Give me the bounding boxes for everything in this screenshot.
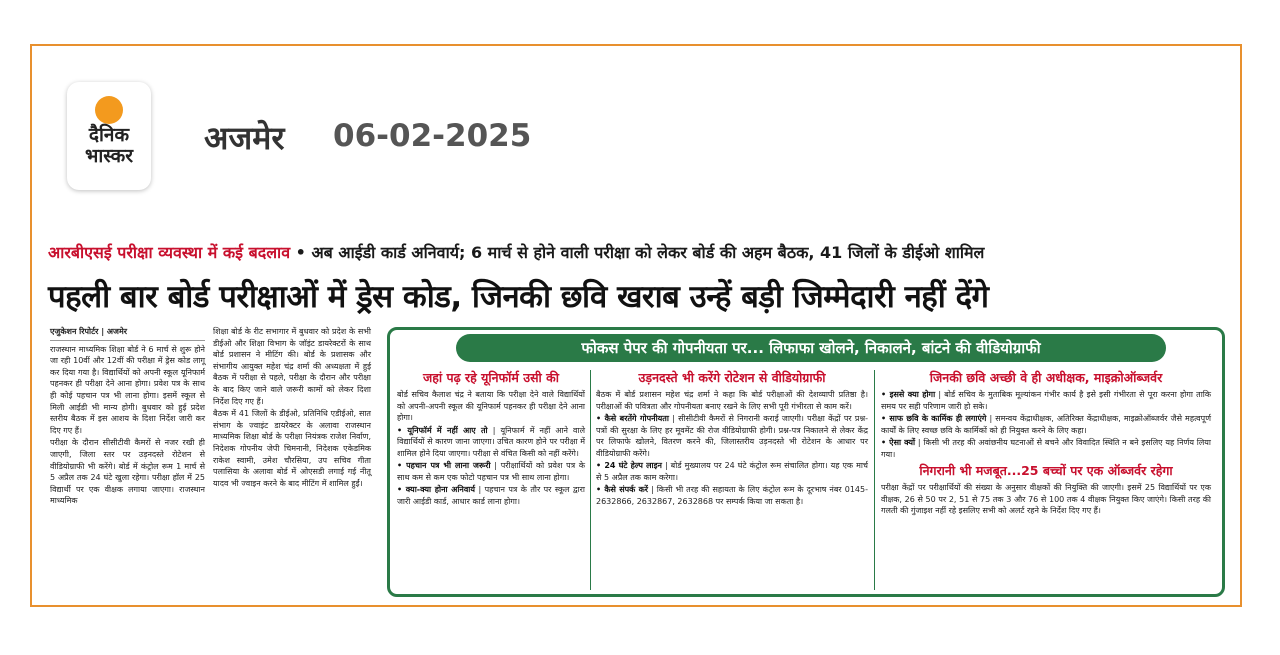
paragraph — [596, 413, 868, 459]
section-heading: उड़नदस्ते भी करेंगे रोटेशन से वीडियोग्राफी — [638, 370, 826, 385]
strap-kicker: आरबीएसई परीक्षा व्यवस्था में कई बदलाव — [48, 243, 291, 262]
bullet-text: | सीसीटीवी कैमरों से निगरानी कराई जाएगी। परीक्षा केंद्रों पर प्रश्न-पत्रों की सुरक्षा के लिए हर मूवमेंट की रोज वीडियोग्राफी होगी। प्रश्न-पत्र निकालने से लेकर केंद्र पर लिफाफे खोलने, वितरण करने की, जिलास्तरीय उड़नदस्ते भी रोटेशन के आधार पर वीडियोग्राफी करेंगे। — [596, 414, 868, 458]
column-divider — [590, 370, 591, 590]
bullet-lead: • यूनिफॉर्म में नहीं आए तो — [397, 425, 488, 435]
bullet-text: | परीक्षार्थियों को प्रवेश पत्र के साथ कम से कम एक फोटो पहचान पत्र भी साथ लाना होगा। — [397, 461, 585, 482]
sun-icon — [95, 96, 123, 124]
box-section-videography — [596, 370, 868, 508]
paragraph — [881, 437, 1211, 460]
box-section-superintendent — [881, 370, 1211, 518]
paragraph: परीक्षा के दौरान सीसीटीवी कैमरों से नजर रखी ही जाएगी, जिला स्तर पर उड़नदस्ते रोटेशन से वीडियोग्राफी भी करेंगे। बोर्ड में कंट्रोल रूम 1 मार्च से 5 अप्रैल तक 24 घंटे खुला रहेगा। परीक्षा हॉल में 25 विद्यार्थी पर एक वीक्षक लगाया जाएगा। राजस्थान माध्यमिक — [50, 438, 205, 506]
byline: एजुकेशन रिपोर्टर | अजमेर — [50, 326, 205, 341]
bullet-text: | पहचान पत्र के तौर पर स्कूल द्वारा जारी आईडी कार्ड, आधार कार्ड लाना होगा। — [397, 485, 585, 506]
paragraph — [596, 460, 868, 483]
section-heading: जहां पढ़ रहे यूनिफॉर्म उसी की — [423, 370, 559, 385]
paragraph: शिक्षा बोर्ड के रीट सभागार में बुधवार को प्रदेश के सभी डीईओ और शिक्षा विभाग के जॉइंट डायरेक्टरों के साथ बोर्ड प्रशासन ने मीटिंग की। बोर्ड के प्रशासक और संभागीय आयुक्त महेश चंद्र शर्मा की अध्यक्षता में हुई बैठक में परीक्षा से पहले, परीक्षा के दौरान और परीक्षा के बाद किए जाने वाले जरूरी कामों को लेकर दिशा निर्देश दिए गए हैं। — [213, 327, 371, 406]
strap-text: • अब आईडी कार्ड अनिवार्य; 6 मार्च से होने वाली परीक्षा को लेकर बोर्ड की अहम बैठक, 41 जिलों के डीईओ शामिल — [290, 243, 985, 262]
box-section-uniform — [397, 370, 585, 508]
section-heading: जिनकी छवि अच्छी वे ही अधीक्षक, माइक्रोऑब्जर्वर — [929, 370, 1163, 385]
paragraph: परीक्षा केंद्रों पर परीक्षार्थियों की संख्या के अनुसार वीक्षकों की नियुक्ति की जाएगी। इसमें 25 विद्यार्थियों पर एक वीक्षक, 26 से 50 पर 2, 51 से 75 तक 3 और 76 से 100 तक 4 वीक्षक नियुक्त किए जाएंगे। किसी तरह की गलती की गुंजाइश नहीं रहे इसलिए सभी को अलर्ट रहने के निर्देश दिए गए हैं। — [881, 483, 1211, 515]
bullet-text: | बोर्ड मुख्यालय पर 24 घंटे कंट्रोल रूम संचालित होगा। यह एक मार्च से 5 अप्रैल तक काम करेगा। — [596, 461, 868, 482]
logo-line1: दैनिक — [88, 124, 130, 146]
paragraph — [397, 484, 585, 507]
bullet-lead: • कैसे संपर्क करें — [596, 485, 648, 494]
bullet-text: | यूनिफार्म में नहीं आने वाले विद्यार्थियों से कारण जाना जाएगा। उचित कारण होने पर परीक्षा में शामिल होने दिया जाएगा। परीक्षा से वंचित किसी को नहीं करेंगे। — [397, 425, 586, 458]
bullet-lead: • 24 घंटे हेल्प लाइन — [596, 461, 662, 470]
bullet-text: | किसी भी तरह की सहायता के लिए कंट्रोल रूम के दूरभाष नंबर 0145-2632866, 2632867, 2632868 पर सम्पर्क किया जा सकता है। — [596, 485, 868, 506]
bullet-lead: • इससे क्या होगा — [881, 390, 936, 399]
headline: पहली बार बोर्ड परीक्षाओं में ड्रेस कोड, जिनकी छवि खराब उन्हें बड़ी जिम्मेदारी नहीं देंगे — [48, 279, 989, 315]
article-column-1 — [50, 326, 205, 508]
bullet-lead: • पहचान पत्र भी लाना जरूरी — [397, 461, 491, 470]
article-column-2 — [213, 326, 371, 490]
bullet-lead: • ऐसा क्यों — [881, 438, 916, 447]
paragraph — [881, 389, 1211, 412]
bullet-lead: • कैसे बरतेंगे गोपनीयता — [596, 414, 669, 423]
paragraph: बैठक में बोर्ड प्रशासन महेश चंद्र शर्मा ने कहा कि बोर्ड परीक्षाओं की देशव्यापी प्रतिष्ठा है। परीक्षाओं की पवित्रता और गोपनीयता बनाए रखने के लिए सभी पूरी गंभीरता से काम करें। — [596, 390, 868, 411]
bullet-text: | समन्वय केंद्राधीक्षक, अतिरिक्त केंद्राधीक्षक, माइक्रोऑब्जर्वर जैसे महत्वपूर्ण कार्यों के लिए स्वच्छ छवि के कार्मिकों को ही नियुक्त करने के लिए कहा। — [881, 414, 1211, 435]
city-name: अजमेर — [204, 119, 285, 157]
strap-line — [48, 241, 1238, 263]
column-divider — [874, 370, 875, 590]
dainik-bhaskar-logo — [67, 82, 151, 190]
bullet-text: | बोर्ड सचिव के मुताबिक मूल्यांकन गंभीर कार्य है इसे इसी गंभीरता से पूरा करना होगा ताकि समय पर सही परिणाम जारी हो सके। — [881, 390, 1211, 411]
paragraph: बोर्ड सचिव कैलाश चंद्र ने बताया कि परीक्षा देने वाले विद्यार्थियों को अपनी-अपनी स्कूल की यूनिफार्म पहनकर ही परीक्षा देने आना होगा। — [397, 390, 585, 422]
logo-line2: भास्कर — [84, 145, 134, 167]
paragraph: राजस्थान माध्यमिक शिक्षा बोर्ड ने 6 मार्च से शुरू होने जा रही 10वीं और 12वीं की परीक्षा में ड्रेस कोड लागू कर दिया गया है। विद्यार्थियों को अपनी स्कूल यूनिफार्म पहनकर ही परीक्षा देने आना होगा। प्रवेश पत्र के साथ ही कोई पहचान पत्र भी लाना होगा। इसमें स्कूल से मिली आईडी भी मान्य होगी। बुधवार को हुई प्रदेश स्तरीय बैठक में इस आशय के दिशा निर्देश जारी कर दिए गए हैं। — [50, 344, 205, 435]
bullet-text: | किसी भी तरह की अवांछनीय घटनाओं से बचने और विवादित स्थिति न बने इसलिए यह निर्णय लिया गया। — [881, 438, 1211, 459]
paragraph — [397, 460, 585, 483]
paragraph — [596, 484, 868, 507]
bullet-lead: • साफ छवि के कार्मिक ही लगाएंगे — [881, 414, 987, 423]
edition-date: 06-02-2025 — [333, 118, 532, 154]
focus-banner: फोकस पेपर की गोपनीयता पर... लिफाफा खोलने, निकालने, बांटने की वीडियोग्राफी — [456, 334, 1166, 362]
paragraph — [397, 425, 585, 460]
paragraph: बैठक में 41 जिलों के डीईओ, प्रतिनिधि एडीईओ, सात संभाग के ज्वाइंट डायरेक्टर के अलावा राजस्थान माध्यमिक शिक्षा बोर्ड के परीक्षा नियंत्रक राजेश निर्वाण, निदेशक गोपनीय जेपी चिमनानी, निदेशक एकेडमिक राकेश स्वामी, उमेश चौरसिया, उप सचिव गीता पलासिया के अलावा बोर्ड में ओएसडी लगाई गई नीतू यादव भी ज्वाइन करने के बाद मीटिंग में शामिल हुईं। — [213, 409, 371, 488]
section-subheading: निगरानी भी मजबूत...25 बच्चों पर एक ऑब्जर्वर रहेगा — [919, 463, 1173, 478]
bullet-lead: • क्या-क्या होना अनिवार्य — [397, 485, 476, 494]
paragraph — [881, 413, 1211, 436]
